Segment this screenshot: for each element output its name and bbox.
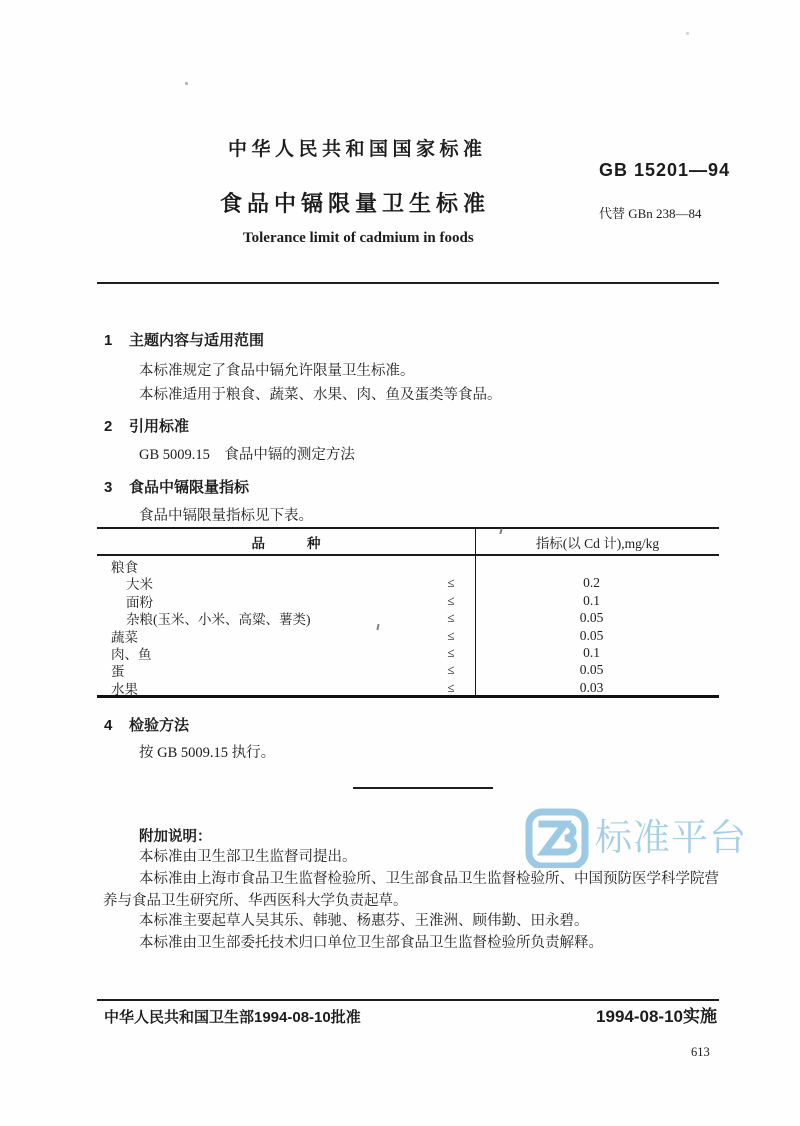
center-divider xyxy=(353,787,493,789)
scan-artifact xyxy=(185,82,188,85)
limit-value: 0.03 xyxy=(475,678,719,698)
cadmium-limit-table xyxy=(97,527,719,698)
notes-heading: 附加说明： xyxy=(139,829,212,845)
section-4-paragraph-1: 按 GB 5009.15 执行。 xyxy=(139,745,276,761)
le-sign: ≤ xyxy=(447,644,455,660)
table-row xyxy=(97,608,719,628)
section-number: 3 xyxy=(104,479,113,496)
le-sign: ≤ xyxy=(447,575,455,591)
food-name: 杂粮(玉米、小米、高粱、薯类) xyxy=(126,612,311,628)
scan-artifact xyxy=(686,32,689,35)
table-row xyxy=(97,660,719,680)
le-sign: ≤ xyxy=(447,627,455,643)
footer-divider xyxy=(97,999,719,1001)
le-sign: ≤ xyxy=(447,679,455,695)
limit-value: 0.05 xyxy=(475,608,719,628)
watermark-text: 标准平台 xyxy=(595,817,747,858)
species-header-char: 种 xyxy=(307,535,321,551)
species-column-header xyxy=(97,532,475,552)
section-2-heading xyxy=(104,415,189,436)
page-number: 613 xyxy=(691,1045,710,1059)
food-name: 面粉 xyxy=(126,594,153,610)
food-name: 粮食 xyxy=(111,560,138,575)
table-row xyxy=(97,591,719,608)
food-name: 蔬菜 xyxy=(111,629,138,645)
note-line-4: 本标准由卫生部委托技术归口单位卫生部食品卫生监督检验所负责解释。 xyxy=(139,935,603,951)
replaces-note: 代替 GBn 238—84 xyxy=(599,206,702,221)
implementation-date: 1994-08-10实施 xyxy=(596,1007,717,1026)
section-1-paragraph-2: 本标准适用于粮食、蔬菜、水果、肉、鱼及蛋类等食品。 xyxy=(139,387,502,403)
section-number: 4 xyxy=(104,717,113,734)
section-title: 食品中镉限量指标 xyxy=(129,479,250,496)
section-number: 2 xyxy=(104,418,113,435)
food-name: 蛋 xyxy=(111,664,125,680)
table-header-row xyxy=(97,529,719,556)
section-1-paragraph-1: 本标准规定了食品中镉允许限量卫生标准。 xyxy=(139,363,415,379)
limit-column-header: 指标(以 Cd 计),mg/kg xyxy=(475,529,719,554)
approval-statement: 中华人民共和国卫生部1994-08-10批准 xyxy=(104,1009,361,1026)
section-title: 检验方法 xyxy=(129,717,190,734)
table-row xyxy=(97,556,719,573)
section-title: 引用标准 xyxy=(129,418,190,435)
food-name: 水果 xyxy=(111,681,138,697)
le-sign: ≤ xyxy=(447,662,455,678)
note-line-2: 本标准由上海市食品卫生监督检验所、卫生部食品卫生监督检验所、中国预防医学科学院营养与食品卫生研究所、华西医科大学负责起草。 xyxy=(103,871,719,909)
table-row xyxy=(97,626,719,643)
note-line-1: 本标准由卫生部卫生监督司提出。 xyxy=(139,849,357,865)
section-4-heading xyxy=(104,714,189,735)
species-header-char: 品 xyxy=(251,535,265,551)
food-name: 肉、鱼 xyxy=(111,646,152,662)
section-2-paragraph-1: GB 5009.15 食品中镉的测定方法 xyxy=(139,447,355,463)
limit-value: 0.2 xyxy=(475,573,719,593)
english-title: Tolerance limit of cadmium in foods xyxy=(243,230,474,246)
header-divider xyxy=(97,282,719,284)
limit-value: 0.05 xyxy=(475,660,719,680)
le-sign: ≤ xyxy=(447,610,455,626)
limit-value: 0.1 xyxy=(475,591,719,611)
section-number: 1 xyxy=(104,332,113,349)
section-title: 主题内容与适用范围 xyxy=(129,332,265,349)
table-row xyxy=(97,678,719,695)
section-1-heading xyxy=(104,329,264,350)
section-3-paragraph-1: 食品中镉限量指标见下表。 xyxy=(139,508,313,524)
table-row xyxy=(97,643,719,660)
limit-value: 0.05 xyxy=(475,626,719,646)
note-line-3: 本标准主要起草人吴其乐、韩驰、杨惠芬、王淮洲、顾伟勤、田永碧。 xyxy=(139,913,589,929)
table-row xyxy=(97,573,719,593)
food-name: 大米 xyxy=(126,577,153,593)
standard-code: GB 15201—94 xyxy=(599,160,731,180)
limit-value: 0.1 xyxy=(475,643,719,663)
national-standard-label: 中华人民共和国国家标准 xyxy=(228,139,487,160)
section-3-heading xyxy=(104,476,249,497)
le-sign: ≤ xyxy=(447,592,455,608)
page-title: 食品中镉限量卫生标准 xyxy=(220,191,491,216)
